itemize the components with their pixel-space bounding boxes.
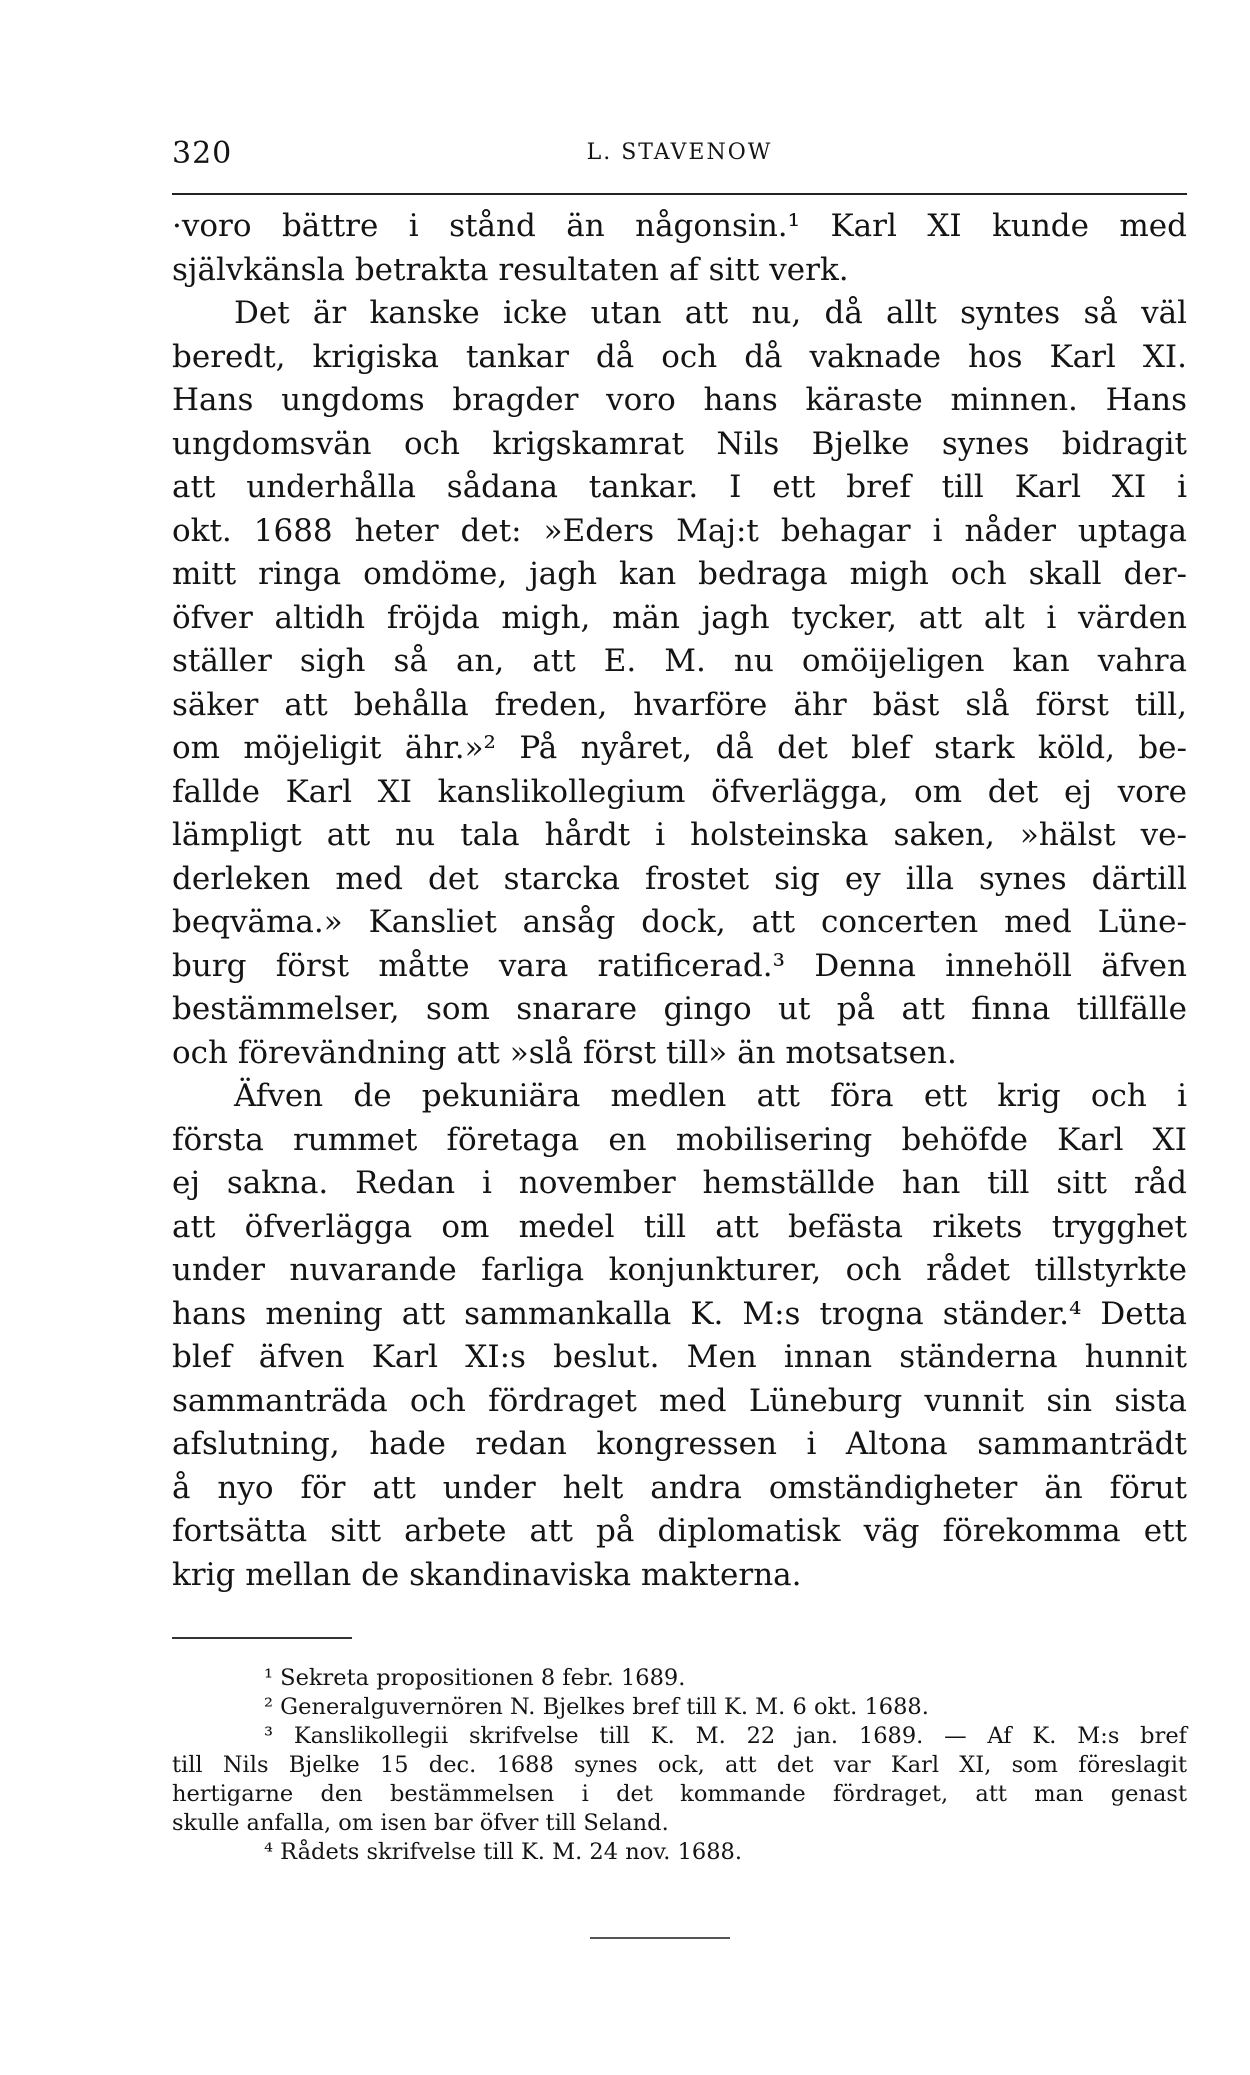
page-header: [172, 136, 1187, 176]
footnote-line: till Nils Bjelke 15 dec. 1688 synes ock, att det var Karl XI, som föreslagit: [172, 1752, 1187, 1778]
body-line: Äfven de pekuniära medlen att föra ett krig och i: [234, 1078, 1187, 1114]
body-line: självkänsla betrakta resultaten af sitt verk.: [172, 251, 849, 288]
body-line: bestämmelser, som snarare gingo ut på att finna tillfälle: [172, 991, 1187, 1027]
bottom-rule: [590, 1937, 730, 1939]
body-line: under nuvarande farliga konjunkturer, och rådet tillstyrkte: [172, 1252, 1187, 1288]
body-line: krig mellan de skandinaviska makterna.: [172, 1556, 802, 1593]
body-line: å nyo för att under helt andra omständigheter än förut: [172, 1469, 1187, 1506]
page-number: 320: [172, 136, 233, 171]
footnotes: [172, 1664, 1187, 1867]
running-head: L. STAVENOW: [586, 140, 773, 165]
footnote-rule: [172, 1637, 352, 1639]
body-line: beqväma.» Kansliet ansåg dock, att concerten med Lüne-: [172, 904, 1187, 940]
body-line: blef äfven Karl XI:s beslut. Men innan ständerna hunnit: [172, 1339, 1187, 1375]
body-line: om möjeligit ähr.»² På nyåret, då det blef stark köld, be-: [172, 730, 1187, 766]
body-line: säker att behålla freden, hvarföre ähr bäst slå först till,: [172, 686, 1187, 723]
body-line: ·voro bättre i stånd än någonsin.¹ Karl XI kunde med: [172, 208, 1187, 244]
body-line: att underhålla sådana tankar. I ett bref till Karl XI i: [172, 469, 1187, 505]
body-line: fortsätta sitt arbete att på diplomatisk väg förekomma ett: [172, 1513, 1187, 1549]
body-line: ställer sigh så an, att E. M. nu omöijeligen kan vahra: [172, 643, 1187, 679]
body-text: [172, 205, 1187, 1597]
body-line: sammanträda och fördraget med Lüneburg vunnit sin sista: [172, 1382, 1187, 1419]
header-rule: [172, 193, 1187, 195]
body-line: beredt, krigiska tankar då och då vaknade hos Karl XI.: [172, 338, 1187, 375]
footnote-line: ¹ Sekreta propositionen 8 febr. 1689.: [264, 1665, 686, 1691]
body-line: Det är kanske icke utan att nu, då allt syntes så väl: [234, 295, 1187, 331]
body-line: Hans ungdoms bragder voro hans käraste minnen. Hans: [172, 382, 1187, 418]
body-line: hans mening att sammankalla K. M:s trogna ständer.⁴ Detta: [172, 1295, 1187, 1332]
body-line: fallde Karl XI kanslikollegium öfverlägga, om det ej vore: [172, 773, 1187, 810]
body-line: ej sakna. Redan i november hemställde han till sitt råd: [172, 1165, 1187, 1201]
body-line: mitt ringa omdöme, jagh kan bedraga migh och skall der-: [172, 556, 1187, 592]
footnote-line: ³ Kanslikollegii skrifvelse till K. M. 22 jan. 1689. — Af K. M:s bref: [264, 1723, 1187, 1749]
body-line: derleken med det starcka frostet sig ey illa synes därtill: [172, 860, 1187, 897]
footnote-line: ⁴ Rådets skrifvelse till K. M. 24 nov. 1688.: [264, 1839, 743, 1865]
body-line: och förevändning att »slå först till» än motsatsen.: [172, 1034, 957, 1071]
footnote-line: hertigarne den bestämmelsen i det kommande fördraget, att man genast: [172, 1781, 1187, 1807]
body-line: att öfverlägga om medel till att befästa rikets trygghet: [172, 1208, 1187, 1245]
footnote-line: skulle anfalla, om isen bar öfver till Seland.: [172, 1810, 669, 1836]
body-line: första rummet företaga en mobilisering behöfde Karl XI: [172, 1121, 1187, 1158]
body-line: afslutning, hade redan kongressen i Altona sammanträdt: [172, 1426, 1187, 1462]
body-line: lämpligt att nu tala hårdt i holsteinska saken, »hälst ve-: [172, 817, 1187, 853]
body-line: okt. 1688 heter det: »Eders Maj:t behagar i nåder uptaga: [172, 512, 1187, 549]
body-line: burg först måtte vara ratificerad.³ Denna innehöll äfven: [172, 947, 1187, 984]
body-line: öfver altidh fröjda migh, män jagh tycker, att alt i värden: [172, 599, 1187, 636]
body-line: ungdomsvän och krigskamrat Nils Bjelke synes bidragit: [172, 425, 1187, 462]
footnote-line: ² Generalguvernören N. Bjelkes bref till K. M. 6 okt. 1688.: [264, 1694, 929, 1720]
